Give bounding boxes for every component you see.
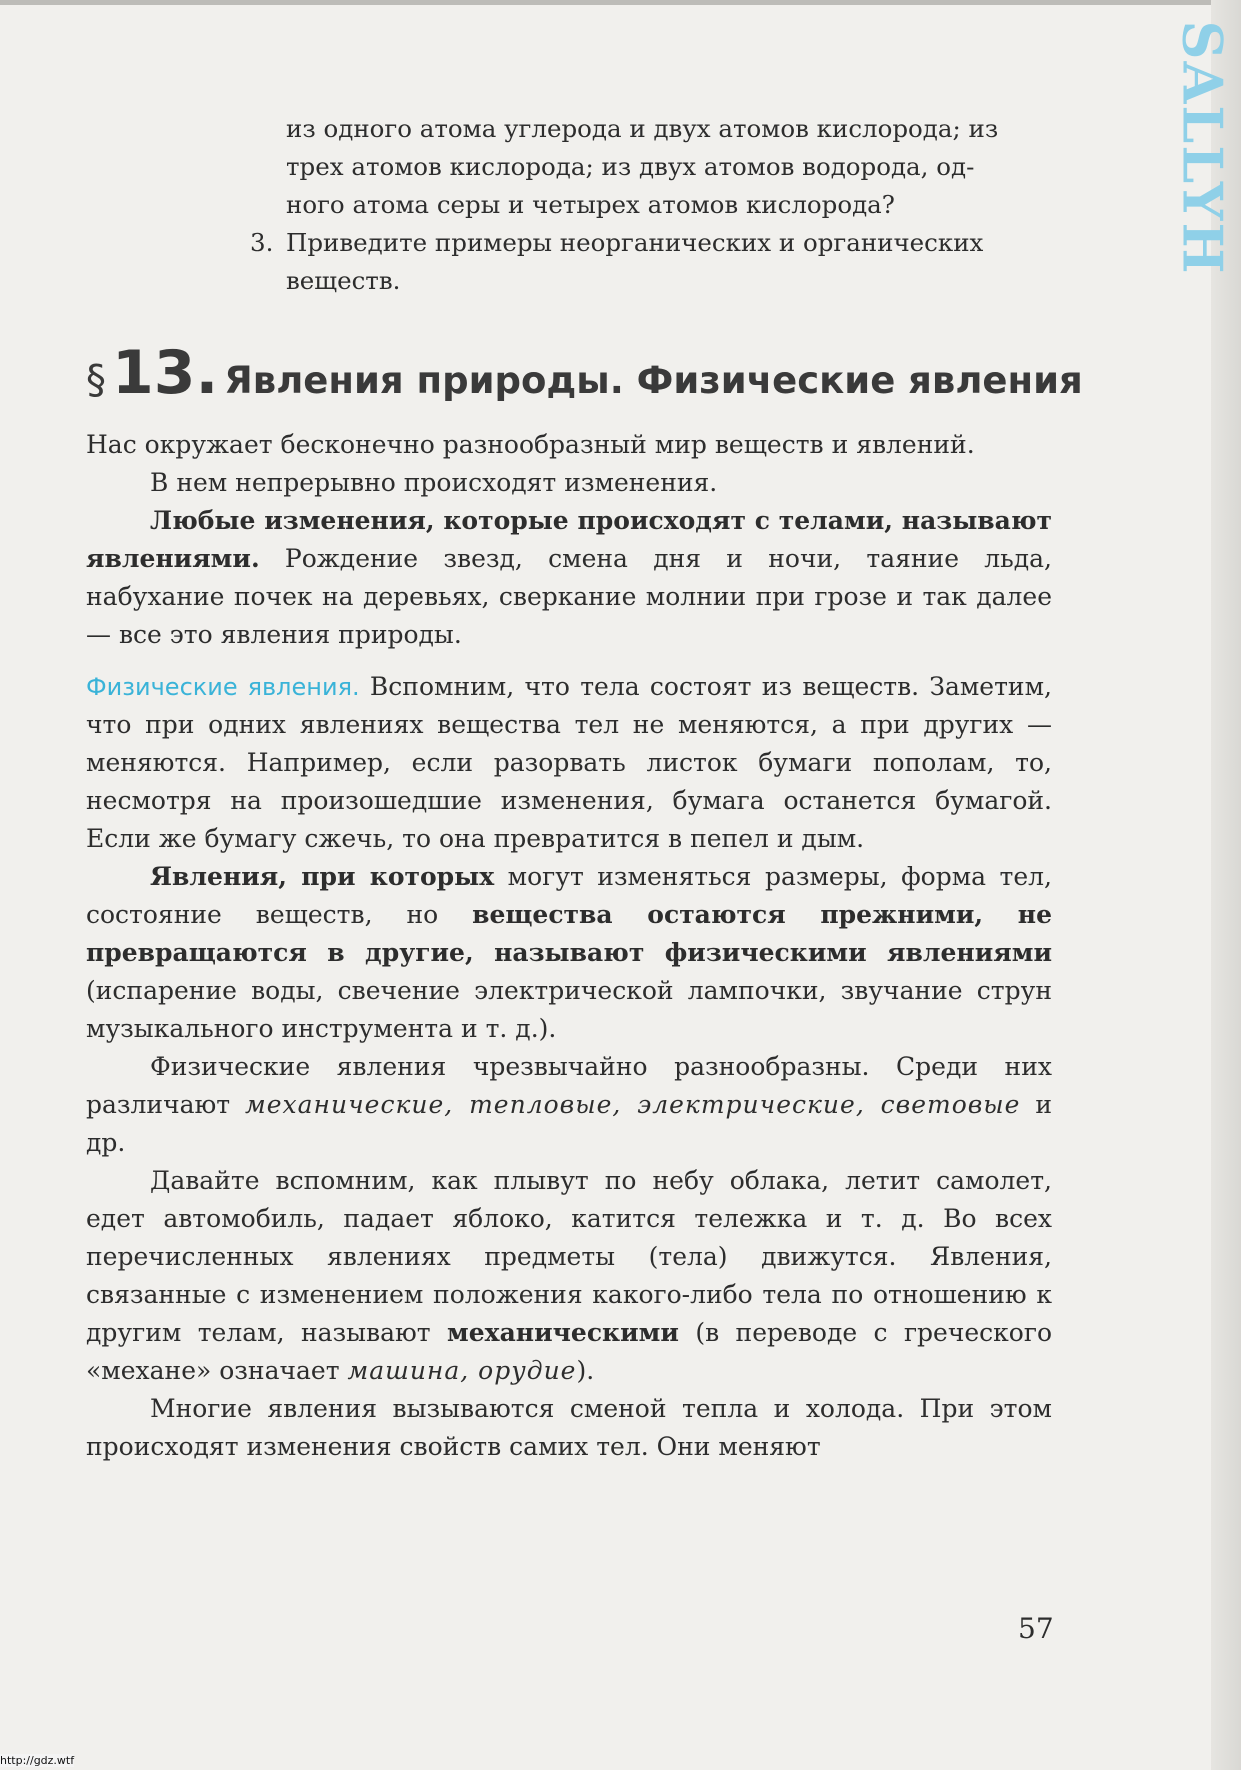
- paragraph-text: (испарение воды, свечение электрической лампочки, звучание струн музыкального инструмента и т. д.).: [86, 976, 1052, 1043]
- definition-physical: вещества остаются прежними, не превращаются в другие, называют физическими явлениями: [86, 900, 1052, 967]
- paragraph-text: Вспомним, что тела состоят из веществ. Заметим, что при одних явлениях вещества тел не меняются, а при других — меняются. Например, если разорвать листок бумаги пополам, то, несмотря на произошедшие изменения, бумага останется бумагой. Если же бумагу сжечь, то она превратится в пепел и дым.: [86, 672, 1052, 853]
- definition-phenomena: Любые изменения, которые происходят с телами, называют явлениями.: [86, 506, 1052, 573]
- paragraph-1: Нас окружает бесконечно разнообразный мир веществ и явлений.: [86, 430, 975, 459]
- bold-text: Явления, при которых: [150, 862, 495, 891]
- section-number: 13.: [112, 338, 219, 408]
- side-label: [1170, 18, 1235, 278]
- paragraph-3: [86, 502, 1052, 654]
- question-2-continuation: [250, 110, 1050, 224]
- paragraph-text: Рождение звезд, смена дня и ночи, таяние льда, набухание почек на деревьях, сверкание молнии при грозе и так далее — все это явления природы.: [86, 544, 1052, 649]
- bold-text: механическими: [447, 1318, 679, 1347]
- question-line: Приведите примеры неорганических и органических: [286, 228, 984, 257]
- side-label-text: SALLYH: [1170, 20, 1235, 276]
- paragraph-text: ).: [576, 1356, 595, 1385]
- question-number: 3.: [250, 228, 274, 257]
- paragraph-5: [86, 858, 1052, 1048]
- watermark-link: http://gdz.wtf: [0, 1754, 75, 1767]
- paragraph-7: [86, 1162, 1052, 1390]
- question-3: [250, 224, 1050, 300]
- paragraph-2: В нем непрерывно происходят изменения.: [150, 468, 718, 497]
- page-number: 57: [1018, 1612, 1054, 1645]
- section-heading: [86, 338, 1086, 408]
- section-title: Явления природы. Физические явления: [224, 359, 1083, 402]
- top-edge: [0, 0, 1241, 5]
- paragraph-text: Физические явления чрезвычайно разнообразны. Среди них различают: [86, 1052, 1052, 1119]
- paragraph-text: (в переводе с греческого «механе» означает: [86, 1318, 1053, 1385]
- question-line: веществ.: [286, 266, 401, 295]
- subsection-lead: Физические явления.: [86, 673, 360, 701]
- question-line: из одного атома углерода и двух атомов кислорода; из: [286, 114, 999, 143]
- section-symbol: §: [86, 357, 106, 403]
- question-list: [250, 110, 1050, 300]
- paragraph-text: Давайте вспомним, как плывут по небу облака, летит самолет, едет автомобиль, падает яблоко, катится тележка и т. д. Во всех перечисленных явлениях предметы (тела) движутся. Явления, связанные с изменением положения какого-либо тела по отношению к другим телам, называют: [86, 1166, 1052, 1347]
- italic-text: механические, тепловые, электрические, световые: [245, 1090, 1021, 1119]
- paragraph-text: и др.: [86, 1090, 1052, 1157]
- question-line: трех атомов кислорода; из двух атомов водорода, од-: [286, 152, 975, 181]
- paragraph-4: [86, 668, 1052, 858]
- paragraph-6: [86, 1048, 1052, 1162]
- question-line: ного атома серы и четырех атомов кислорода?: [286, 190, 895, 219]
- paragraph-text: могут изменяться размеры, форма тел, состояние веществ, но: [86, 862, 1052, 929]
- body-text: [86, 426, 1052, 1466]
- italic-text: машина, орудие: [347, 1356, 577, 1385]
- paragraph-8: Многие явления вызываются сменой тепла и холода. При этом происходят изменения свойств самих тел. Они меняют: [86, 1394, 1052, 1461]
